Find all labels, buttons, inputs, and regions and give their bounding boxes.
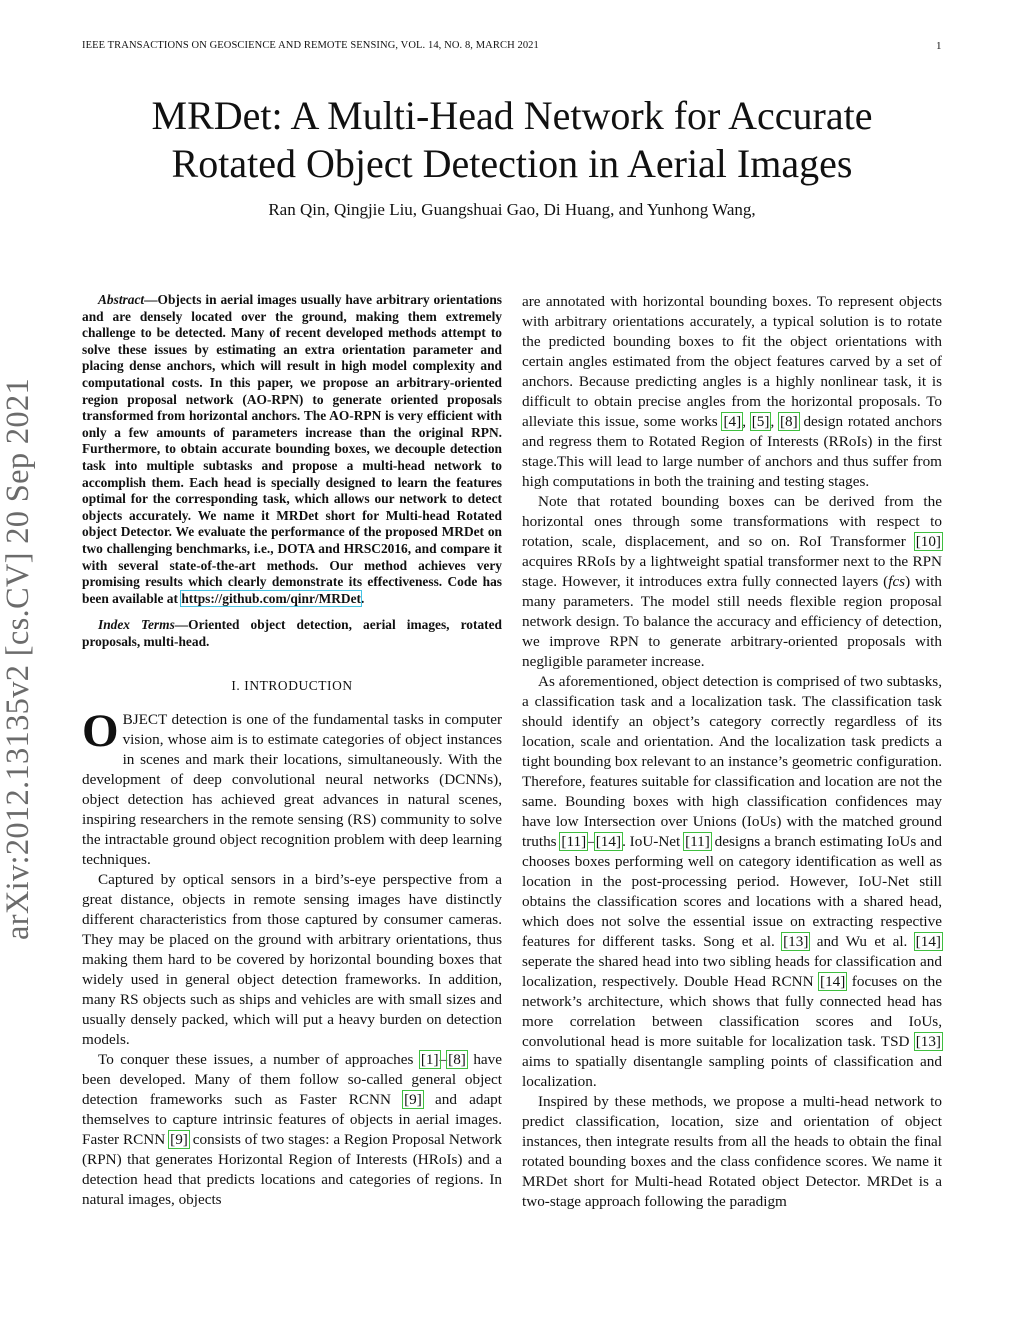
paper-title <box>62 92 962 188</box>
text-run: design rotated anchors and regress them to Rotated Region of Interests (RRoIs) in the first stage.This will lead to large number of anchors and thus suffer from high computations in both the training and testing stages. <box>522 413 943 490</box>
text-run: have been developed. Many of them follow so-called general object detection frameworks such as Faster RCNN <box>82 1051 502 1109</box>
text-run: As aforementioned, object detection is comprised of two subtasks, a classification task and a localization task. The classification task should identify an object’s category correctly regardless of its location, scale and orientation. And the localization task predicts a tight bounding box relevant to an instance’s geometric configuration. Therefore, features suitable for classification and location are not the same. Bounding boxes with high classification confidences may have low Intersection over Unions (IoUs) with the matched ground truths <box>522 673 942 850</box>
text-run: – <box>587 833 595 850</box>
text-run: acquires RRoIs by a lightweight spatial transformer next to the RPN stage. However, it introduces extra fully connected layers ( <box>522 553 942 590</box>
title-line-2: Rotated Object Detection in Aerial Images <box>171 141 853 186</box>
text-run: and Wu et al. <box>809 933 915 950</box>
abstract-end: . <box>361 590 365 606</box>
citation-link[interactable]: [10] <box>915 533 941 550</box>
section-number: I. <box>231 678 241 694</box>
citation-link[interactable]: [11] <box>561 833 587 850</box>
right-paragraph-4: Inspired by these methods, we propose a multi-head network to predict classification, location, size and orientation of object instances, then integrate results from all the heads to obtain the final rotated bounding boxes and the class confidence scores. We name it MRDet short for Multi-head Rotated object Detector. MRDet is a two-stage approach following the paradigm <box>522 1093 942 1210</box>
drop-cap: O <box>82 705 119 758</box>
page-number: 1 <box>936 40 942 52</box>
right-paragraph-2 <box>522 492 942 672</box>
intro-paragraph-1-text: BJECT detection is one of the fundamental tasks in computer vision, whose aim is to estimate categories of object instances in scenes and mark their locations, simultaneously. With the development of deep convolutional neural networks (DCNNs), object detection has achieved great advances in natural scenes, inspiring researchers in the remote sensing (RS) community to solve the intractable ground object recognition problem with deep learning techniques. <box>82 711 502 869</box>
right-paragraph-1 <box>522 292 942 492</box>
abstract-dash: — <box>144 292 158 307</box>
citation-link[interactable]: [1] <box>420 1051 439 1069</box>
index-terms-text: Oriented object detection, aerial images, rotated proposals, multi-head. <box>82 617 502 649</box>
text-run: aims to spatially disentangle sampling points of classification and localization. <box>522 1053 942 1090</box>
code-repository-link[interactable]: https://github.com/qinr/MRDet <box>181 590 361 606</box>
text-run: Note that rotated bounding boxes can be derived from the horizontal ones through some transformations with respect to rotation, scale, displacement, and so on. RoI Transformer <box>522 493 942 550</box>
arxiv-identifier-stamp: arXiv:2012.13135v2 [cs.CV] 20 Sep 2021 <box>0 377 36 940</box>
citation-link[interactable]: [8] <box>448 1051 466 1069</box>
left-column <box>82 292 502 1210</box>
citation-link[interactable]: [11] <box>685 833 710 850</box>
intro-paragraph-2: Captured by optical sensors in a bird’s-eye perspective from a great distance, objects in remote sensing images have distinctly different characteristics from those captured by consumer cameras. They may be placed on the ground with arbitrary orientations, thus making them hard to be covered by horizontal bounding boxes that widely used in general object detection frameworks. In addition, many RS objects such as ships and vehicles are with small sizes and usually densely packed, which will put a heavy burden on detection models. <box>82 871 502 1049</box>
text-run: focuses on the network’s architecture, which shows that fully connected head has more correlation between classification scores and IoUs, convolutional head is more suitable for localization task. TSD <box>522 973 942 1050</box>
citation-link[interactable]: [14] <box>820 973 846 990</box>
text-run: . IoU-Net <box>622 833 685 850</box>
text-run: ) with many parameters. The model still needs flexible region proposal network design. To balance the accuracy and efficiency of detection, we improve RPN to generate arbitrary-oriented proposals with negligible parameter increase. <box>522 573 942 670</box>
index-terms-label: Index Terms <box>98 617 175 633</box>
text-run: and adapt themselves to capture intrinsic features of objects in aerial images. Faster RCNN <box>82 1091 502 1149</box>
intro-paragraph-3 <box>82 1050 502 1210</box>
citation-link[interactable]: [13] <box>915 1033 941 1050</box>
section-title: INTRODUCTION <box>244 678 353 694</box>
citation-link[interactable]: [9] <box>170 1131 188 1149</box>
right-paragraph-3 <box>522 672 942 1092</box>
text-run: – <box>439 1051 448 1069</box>
citation-link[interactable]: [14] <box>595 833 622 850</box>
right-column <box>522 292 942 1212</box>
citation-link[interactable]: [4] <box>723 413 742 430</box>
abstract <box>82 292 502 607</box>
text-run: consists of two stages: a Region Proposal Network (RPN) that generates Horizontal Region of Interests (HRoIs) and a detection head that predicts locations and categories of regions. In natural images, objects <box>82 1131 503 1209</box>
text-run: , <box>770 413 779 430</box>
section-heading-introduction <box>82 678 502 694</box>
citation-link[interactable]: [14] <box>915 933 941 950</box>
citation-link[interactable]: [9] <box>404 1091 422 1109</box>
intro-paragraph-1 <box>82 705 502 870</box>
citation-link[interactable]: [8] <box>780 413 798 430</box>
abstract-label: Abstract <box>98 292 145 307</box>
text-run: designs a branch estimating IoUs and chooses boxes performing well on category identification as well as location in the post-processing period. However, IoU-Net still obtains the classification scores and locations with a shared head, which does not solve the essential issue on extracting respective features for different tasks. Song et al. <box>522 833 942 950</box>
abstract-text: Objects in aerial images usually have arbitrary orientations and are densely located over the ground, making them extremely challenge to be detected. Many of recent developed methods attempt to solve these issues by estimating an extra orientation parameter and placing dense anchors, which will result in high model complexity and computational costs. In this paper, we propose an arbitrary-oriented region proposal network (AO-RPN) to generate oriented proposals transformed from horizontal anchors. The AO-RPN is very efficient with only a few amounts of parameters increase than the original RPN. Furthermore, to obtain accurate bounding boxes, we decouple detection task into multiple subtasks and propose a multi-head network to accomplish them. Each head is specially designed to learn the features optimal for the corresponding task, which allows our network to detect objects accurately. We name it MRDet short for Multi-head Rotated object Detector. We evaluate the performance of the proposed MRDet on two challenging benchmarks, i.e., DOTA and HRSC2016, and compare it with several state-of-the-art methods. Our method achieves very promising results which clearly demonstrate its effectiveness. Code has been available at <box>82 292 502 606</box>
author-list: Ran Qin, Qingjie Liu, Guangshuai Gao, Di Huang, and Yunhong Wang, <box>268 200 756 219</box>
citation-link[interactable]: [5] <box>751 413 770 430</box>
text-run: To conquer these issues, a number of approaches <box>98 1051 420 1069</box>
text-run: are annotated with horizontal bounding boxes. To represent objects with arbitrary orientations accurately, a typical solution is to rotate the predicted bounding boxes to fit the object orientations with certain angles estimated from the object features carved by a set of anchors. Because predicting angles is a highly nonlinear task, it is difficult to obtain precise angles from the horizontal proposals. To alleviate this issue, some works <box>522 293 942 430</box>
text-run: seperate the shared head into two sibling heads for classification and localization, respectively. Double Head RCNN <box>522 953 942 990</box>
math-fcs: fcs <box>888 573 906 590</box>
text-run: , <box>742 413 751 430</box>
index-terms-dash: — <box>174 617 189 633</box>
citation-link[interactable]: [13] <box>783 933 809 950</box>
running-header: IEEE TRANSACTIONS ON GEOSCIENCE AND REMOTE SENSING, VOL. 14, NO. 8, MARCH 2021 <box>82 40 539 51</box>
index-terms <box>82 617 502 650</box>
title-line-1: MRDet: A Multi-Head Network for Accurate <box>151 93 873 138</box>
